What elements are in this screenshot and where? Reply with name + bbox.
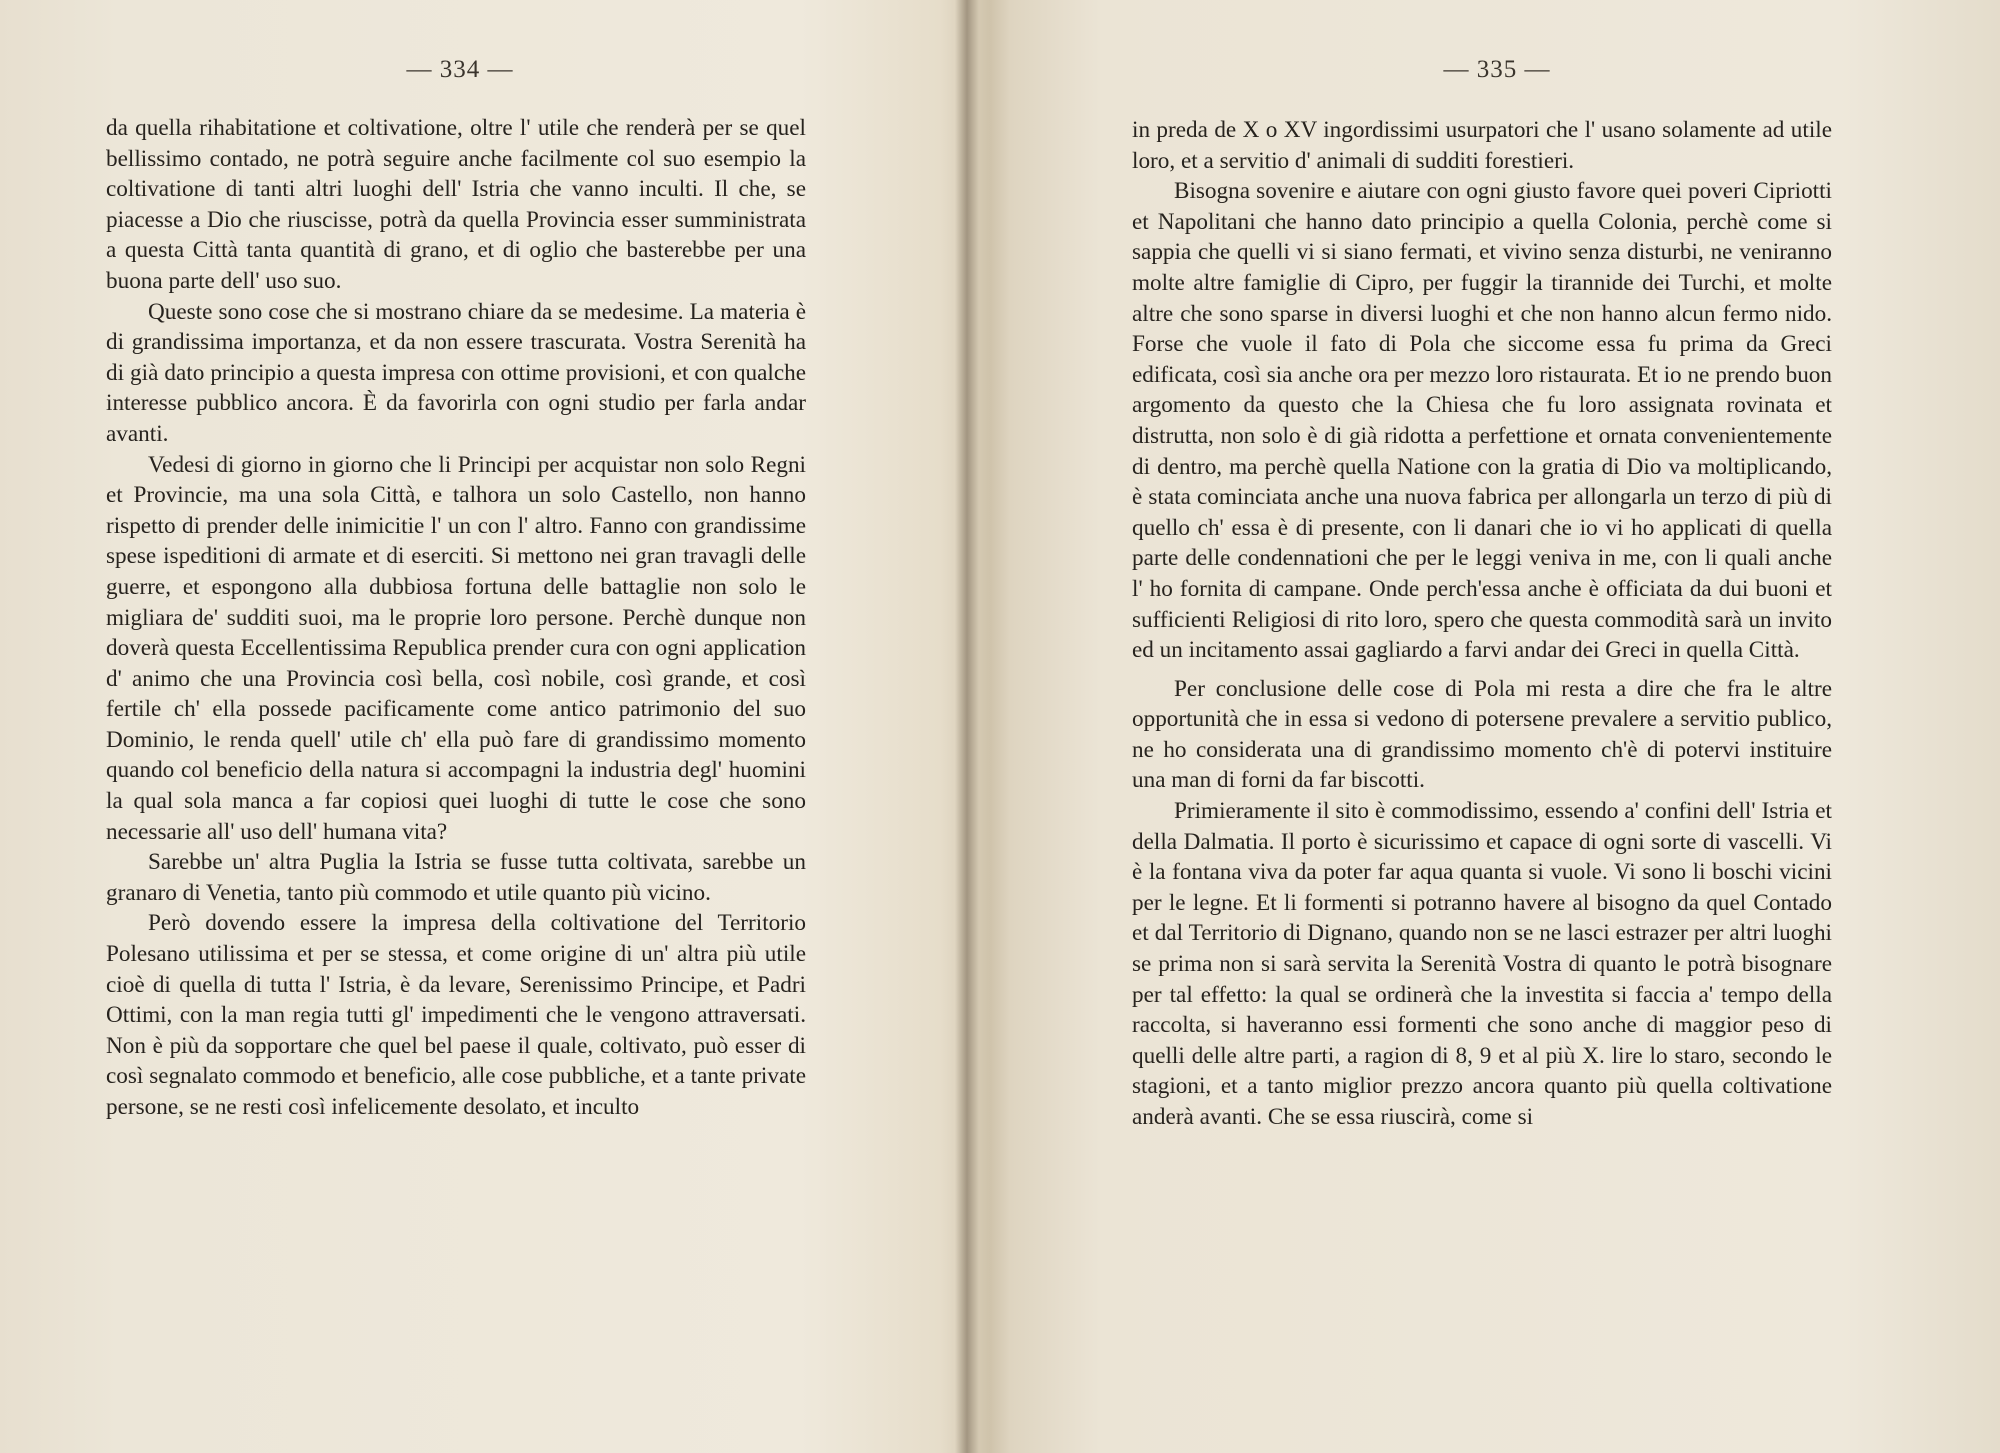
page-body <box>1132 115 1832 1133</box>
paragraph: in preda de X o XV ingordissimi usurpatori che l' usano solamente ad utile loro, et a servitio d' animali di sudditi forestieri. <box>1132 117 1832 174</box>
paragraph: Primieramente il sito è commodissimo, essendo a' confini dell' Istria et della Dalmatia. Il porto è sicurissimo et capace di ogni sorte di vascelli. Vi è la fontana viva da poter far aqua quanta si vuole. Vi sono li boschi vicini per le legne. Et li formenti si potranno havere al bisogno da quel Contado et dal Territorio di Dignano, quando non se ne lasci estrazer per altri luoghi se prima non si sarà servita la Serenità Vostra di quanto le potrà bisognare per tal effetto: la qual se ordinerà che la investita si faccia a' tempo della raccolta, si haveranno essi formenti che sono anche di maggior peso di quelli delle altre parti, a ragion di 8, 9 et al più X. lire lo staro, secondo le stagioni, et a tanto miglior prezzo ancora quanto più quella coltivatione anderà avanti. Che se essa riuscirà, come si <box>1132 798 1832 1130</box>
left-page <box>0 0 960 1453</box>
right-page <box>978 0 2000 1453</box>
page-body <box>106 113 806 1123</box>
paragraph: Queste sono cose che si mostrano chiare da se medesime. La materia è di grandissima importanza, et da non essere trascurata. Vostra Serenità ha di già dato principio a questa impresa con ottime provisioni, et con qualche interesse pubblico ancora. È da favorirla con ogni studio per farla andar avanti. <box>106 298 806 447</box>
paragraph: da quella rihabitatione et coltivatione, oltre l' utile che renderà per se quel bellissimo contado, ne potrà seguire anche facilmente col suo esempio la coltivatione di tanti altri luoghi dell' Istria che vanno inculti. Il che, se piacesse a Dio che riuscisse, potrà da quella Provincia esser sumministrata a questa Città tanta quantità di grano, et di oglio che basterebbe per una buona parte dell' uso suo. <box>106 115 806 294</box>
paragraph: Vedesi di giorno in giorno che li Principi per acquistar non solo Regni et Provincie, ma una sola Città, e talhora un solo Castello, non hanno rispetto di prender delle inimicitie l' un con l' altro. Fanno con grandissime spese ispeditioni di armate et di eserciti. Si mettono nei gran travagli delle guerre, et espongono alla dubbiosa fortuna delle battaglie non solo le migliara de' sudditi suoi, ma le proprie loro persone. Perchè dunque non doverà questa Eccellentissima Republica prender cura con ogni application d' animo che una Provincia così bella, così nobile, così grande, et così fertile ch' ella possede pacificamente come antico patrimonio del suo Dominio, le renda quell' utile ch' ella può fare di grandissimo momento quando col beneficio della natura si accompagni la industria degl' huomini la qual sola manca a far copiosi quei luoghi di tutte le cose che sono necessarie all' uso dell' humana vita? <box>106 451 806 845</box>
paragraph: Però dovendo essere la impresa della coltivatione del Territorio Polesano utilissima et per se stessa, et come origine di un' altra più utile cioè di quella di tutta l' Istria, è da levare, Serenissimo Principe, et Padri Ottimi, con la man regia tutti gl' impedimenti che le vengono attraversati. Non è più da sopportare che quel bel paese il quale, coltivato, può esser di così segnalato commodo et beneficio, alle cose pubbliche, et a tante private persone, se ne resti così infelicemente desolato, et inculto <box>106 910 806 1120</box>
page-number: — 334 — <box>406 56 514 83</box>
paragraph: Per conclusione delle cose di Pola mi resta a dire che fra le altre opportunità che in essa si vedono di potersene prevalere a servitio publico, ne ho considerata una di grandissimo momento ch'è di potervi instituire una man di forni da far biscotti. <box>1132 675 1832 794</box>
paragraph: Bisogna sovenire e aiutare con ogni giusto favore quei poveri Cipriotti et Napolitani che hanno dato principio a quella Colonia, perchè come si sappia che quelli vi si siano fermati, et vivino senza disturbi, ne veniranno molte altre famiglie di Cipro, per fuggir la tirannide dei Turchi, et molte altre che sono sparse in diversi luoghi et che non hanno alcun fermo nido. Forse che vuole il fato di Pola che siccome essa fu prima da Greci edificata, così sia anche ora per mezzo loro ristaurata. Et io ne prendo buon argomento da questo che la Chiesa che fu loro assignata rovinata et distrutta, non solo è di già ridotta a perfettione et ornata convenientemente di dentro, ma perchè quella Natione con la gratia di Dio va moltiplicando, è stata cominciata anche una nuova fabrica per allongarla un terzo di più di quello ch' essa è di presente, con li danari che io vi ho applicati di quella parte delle condennationi che per le leggi veniva in me, con li quali anche l' ho fornita di campane. Onde perch'essa anche è officiata da dui buoni et sufficienti Religiosi di rito loro, spero che questa commodità sarà un invito ed un incitamento assai gagliardo a farvi andar dei Greci in quella Città. <box>1132 178 1832 664</box>
paragraph: Sarebbe un' altra Puglia la Istria se fusse tutta coltivata, sarebbe un granaro di Venetia, tanto più commodo et utile quanto più vicino. <box>106 849 806 906</box>
page-number: — 335 — <box>1443 56 1551 83</box>
